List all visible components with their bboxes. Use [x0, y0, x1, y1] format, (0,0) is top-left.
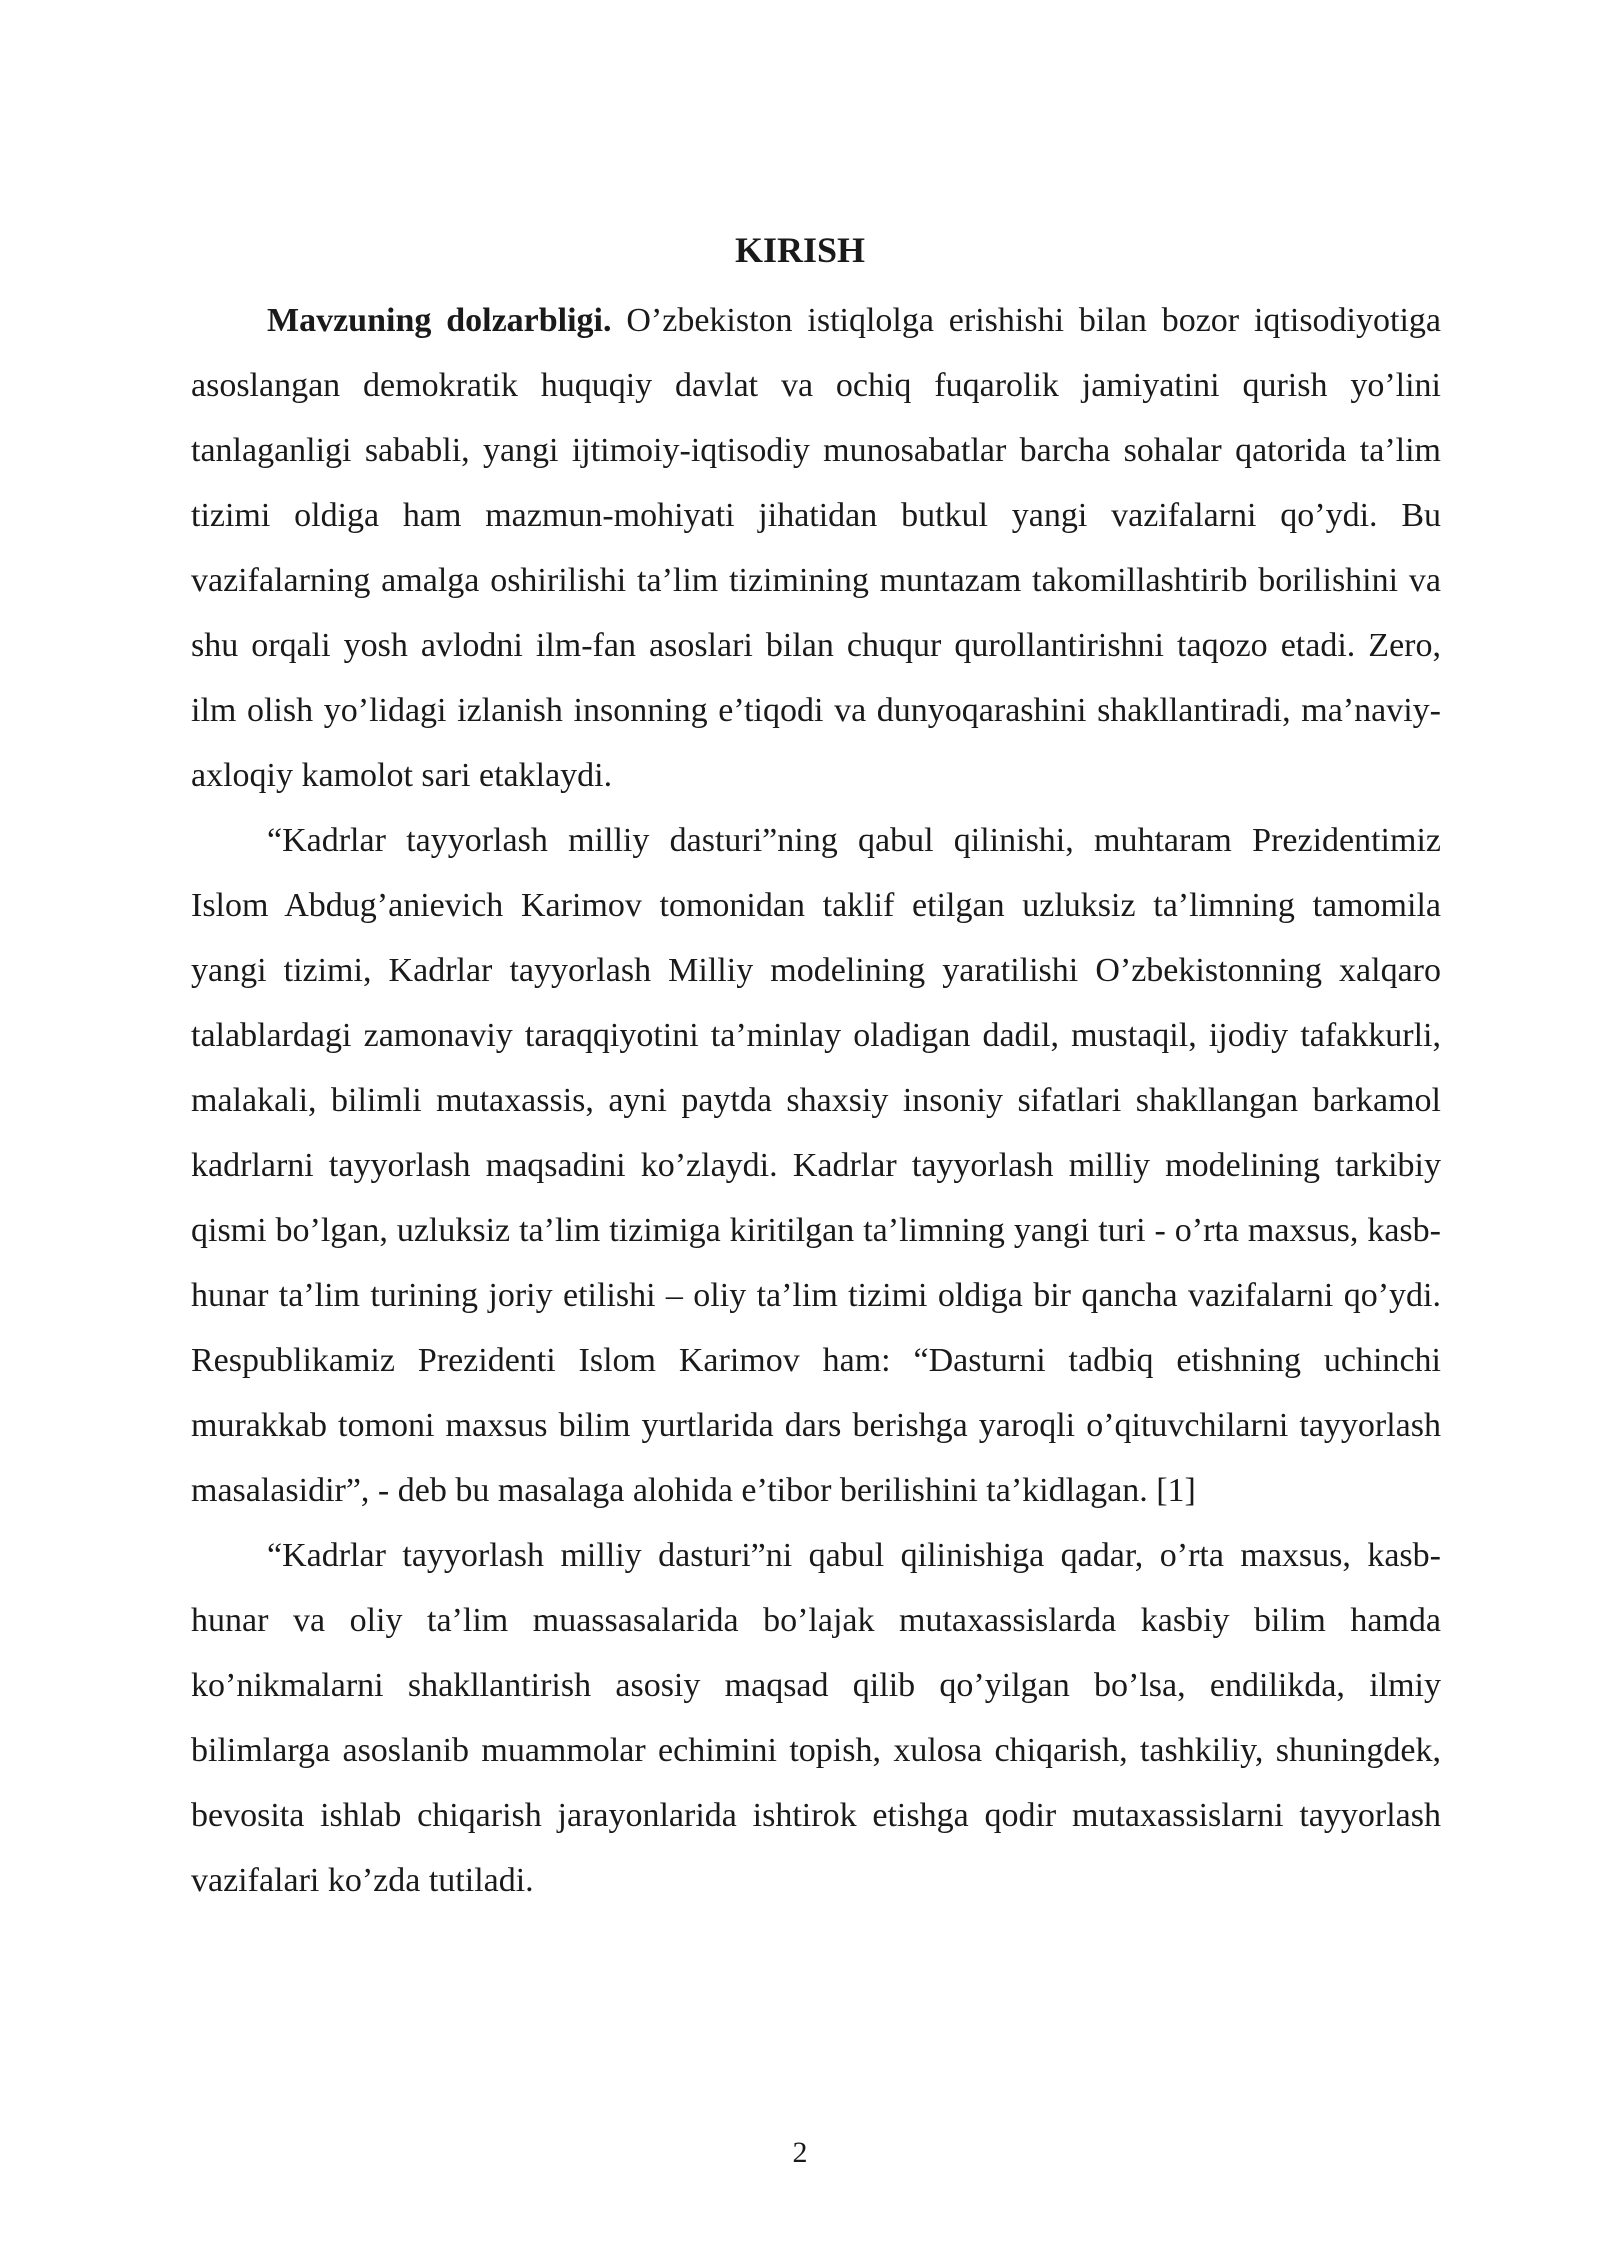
paragraph-national-program: “Kadrlar tayyorlash milliy dasturi”ning qabul qilinishi, muhtaram Prezidentimiz Islom Abdug’anievich Karimov tomonidan taklif etilgan uzluksiz ta’limning tamomila yangi tizimi, Kadrlar tayyorlash Milliy modelining yaratilishi O’zbekistonning xalqaro talablardagi zamonaviy taraqqiyotini ta’minlay oladigan dadil, mustaqil, ijodiy tafakkurli, malakali, bilimli mutaxassis, ayni paytda shaxsiy insoniy sifatlari shakllangan barkamol kadrlarni tayyorlash maqsadini ko’zlaydi. Kadrlar tayyorlash milliy modelining tarkibiy qismi bo’lgan, uzluksiz ta’lim tizimiga kiritilgan ta’limning yangi turi - o’rta maxsus, kasb-hunar ta’lim turining joriy etilishi – oliy ta’lim tizimi oldiga bir qancha vazifalarni qo’ydi. Respublikamiz Prezidenti Islom Karimov ham: “Dasturni tadbiq etishning uchinchi murakkab tomoni maxsus bilim yurtlarida dars berishga yaroqli o’qituvchilarni tayyorlash masalasidir”, - deb bu masalaga alohida e’tibor berilishini ta’kidlagan. [1]	[191, 822, 1441, 1509]
paragraph-training-goals: “Kadrlar tayyorlash milliy dasturi”ni qabul qilinishiga qadar, o’rta maxsus, kasb-hunar va oliy ta’lim muassasalarida bo’lajak mutaxassislarda kasbiy bilim hamda ko’nikmalarni shakllantirish asosiy maqsad qilib qo’yilgan bo’lsa, endilikda, ilmiy bilimlarga asoslanib muammolar echimini topish, xulosa chiqarish, tashkiliy, shuningdek, bevosita ishlab chiqarish jarayonlarida ishtirok etishga qodir mutaxassislarni tayyorlash vazifalari ko’zda tutiladi.	[191, 1537, 1441, 1899]
section-title: KIRISH	[734, 230, 866, 270]
page-number: 2	[792, 2136, 808, 2169]
paragraph-lead: Mavzuning dolzarbligi.	[267, 302, 612, 339]
body-text	[191, 288, 1441, 1913]
paragraph-relevance	[191, 288, 1441, 808]
paragraph-text: O’zbekiston istiqlolga erishishi bilan bozor iqtisodiyotiga asoslangan demokratik huquqiy davlat va ochiq fuqarolik jamiyatini qurish yo’lini tanlaganligi sababli, yangi ijtimoiy-iqtisodiy munosabatlar barcha sohalar qatorida ta’lim tizimi oldiga ham mazmun-mohiyati jihatidan butkul yangi vazifalarni qo’ydi. Bu vazifalarning amalga oshirilishi ta’lim tizimining muntazam takomillashtirib borilishini va shu orqali yosh avlodni ilm-fan asoslari bilan chuqur qurollantirishni taqozo etadi. Zero, ilm olish yo’lidagi izlanish insonning e’tiqodi va dunyoqarashini shakllantiradi, ma’naviy-axloqiy kamolot sari etaklaydi.	[191, 302, 1441, 794]
